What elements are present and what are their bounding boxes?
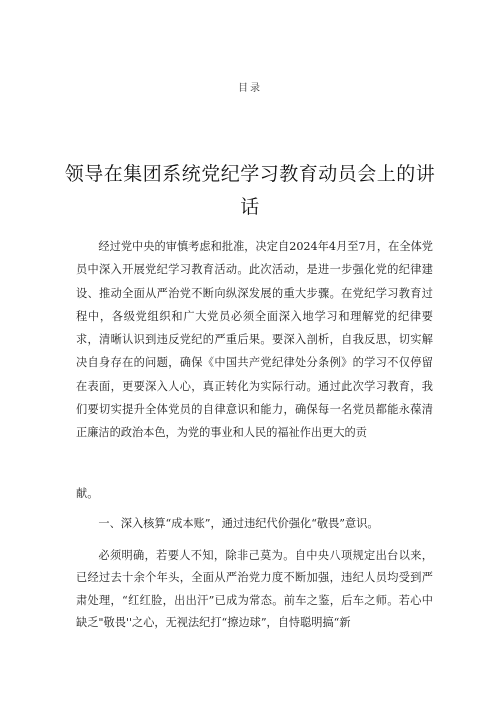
intro-paragraph-tail: 献。 [76, 487, 99, 500]
section-heading: 一、深入核算“成本账”，通过违纪代价强化“敬畏”意识。 [98, 517, 379, 530]
section-body-paragraph: 必须明确，若要人不知，除非己莫为。自中央八项规定出台以来，已经过去十余个年头，全面从严治党力度不断加强，违纪人员均受到严肃处理，“红红脸，出出汗”已成为常态。前车之鉴，后车之师。若心中缺乏"敬畏''之心，无视法纪打“擦边球”，自恃聪明搞“新 [76, 549, 433, 630]
document-title: 领导在集团系统党纪学习教育动员会上的讲话 [64, 163, 436, 218]
toc-label: 目录 [238, 83, 262, 94]
intro-paragraph: 经过党中央的审慎考虑和批准，决定自2024年4月至7月，在全体党员中深入开展党纪学习教育活动。此次活动，是进一步强化党的纪律建设、推动全面从严治党不断向纵深发展的重大步骤。在党纪学习教育过程中，各级党组织和广大党员必须全面深入地学习和理解党的纪律要求，清晰认识到违反党纪的严重后果。要深入剖析，自我反思，切实解决自身存在的问题，确保《中国共产党纪律处分条例》的学习不仅停留在表面，更要深入人心，真正转化为实际行动。通过此次学习教育，我们要切实提升全体党员的自律意识和能力，确保每一名党员都能永葆清正廉洁的政治本色，为党的事业和人民的福祉作出更大的贡 [76, 240, 433, 440]
